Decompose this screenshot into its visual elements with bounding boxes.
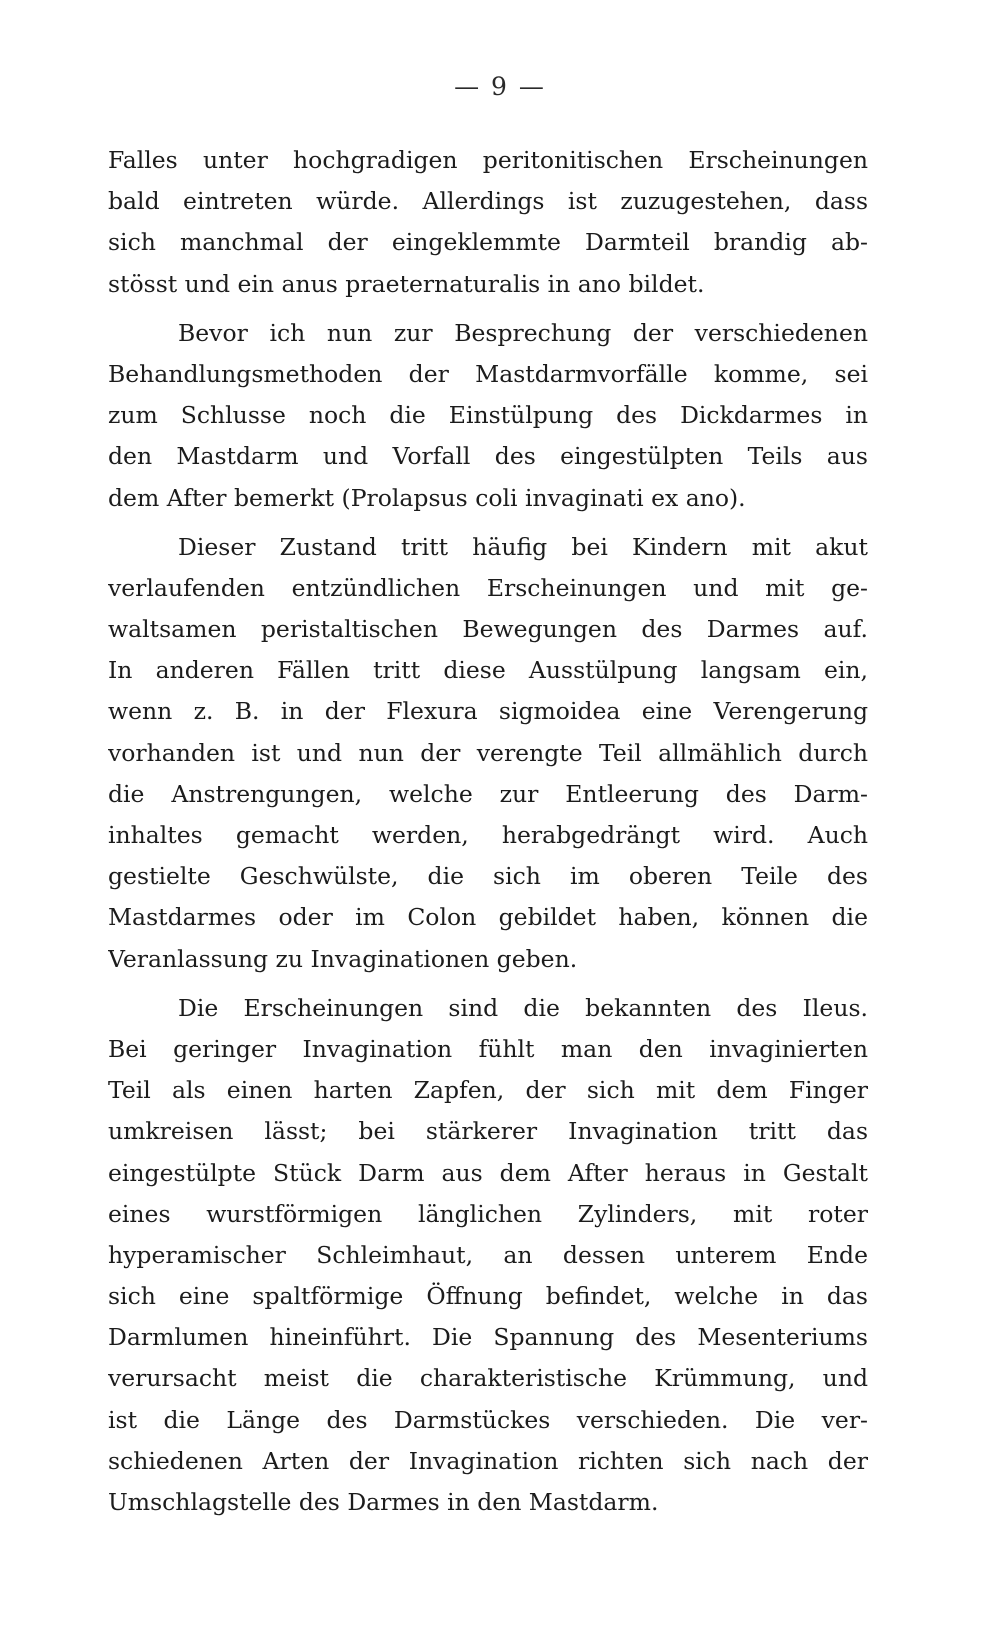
text-line: die Anstrengungen, welche zur Entleerung des Darm- [108, 779, 868, 808]
text-line: den Mastdarm und Vorfall des eingestülpten Teils aus [108, 442, 868, 471]
text-line: sich eine spaltförmige Öffnung befindet, welche in das [108, 1282, 868, 1311]
text-line: In anderen Fällen tritt diese Ausstülpung langsam ein, [108, 656, 868, 685]
page-number: — 9 — [454, 72, 546, 101]
paragraph-2 [108, 313, 868, 519]
text-line: Darmlumen hineinführt. Die Spannung des Mesenteriums [108, 1323, 868, 1352]
text-line: eines wurstförmigen länglichen Zylinders, mit roter [108, 1199, 868, 1228]
text-line: Dieser Zustand tritt häufig bei Kindern mit akut [178, 532, 868, 561]
text-line: inhaltes gemacht werden, herabgedrängt wird. Auch [108, 821, 868, 849]
text-line: Veranlassung zu Invaginationen geben. [108, 944, 578, 973]
text-line: sich manchmal der eingeklemmte Darmteil brandig ab- [108, 228, 868, 257]
text-line: eingestülpte Stück Darm aus dem After heraus in Gestalt [108, 1158, 868, 1187]
body-text [108, 140, 868, 1523]
text-line: verlaufenden entzündlichen Erscheinungen und mit ge- [108, 573, 868, 602]
text-line: Mastdarmes oder im Colon gebildet haben, können die [108, 903, 868, 932]
text-line: dem After bemerkt (Prolapsus coli invaginati ex ano). [108, 483, 746, 512]
text-line: Umschlagstelle des Darmes in den Mastdarm. [108, 1488, 659, 1516]
text-line: Teil als einen harten Zapfen, der sich mit dem Finger [108, 1076, 868, 1105]
paragraph-4 [108, 988, 868, 1523]
text-line: vorhanden ist und nun der verengte Teil allmählich durch [108, 738, 868, 767]
text-line: Bei geringer Invagination fühlt man den invaginierten [108, 1034, 868, 1063]
text-line: ist die Länge des Darmstückes verschieden. Die ver- [108, 1405, 868, 1434]
text-line: Falles unter hochgradigen peritonitischen Erscheinungen [108, 146, 868, 174]
text-line: hyperamischer Schleimhaut, an dessen unterem Ende [108, 1240, 868, 1269]
paragraph-1 [108, 140, 868, 305]
text-line: schiedenen Arten der Invagination richten sich nach der [108, 1446, 868, 1475]
text-line: waltsamen peristaltischen Bewegungen des Darmes auf. [108, 615, 868, 644]
text-line: bald eintreten würde. Allerdings ist zuzugestehen, dass [108, 187, 868, 216]
text-line: Bevor ich nun zur Besprechung der verschiedenen [178, 318, 868, 347]
text-line: zum Schlusse noch die Einstülpung des Dickdarmes in [108, 401, 868, 430]
text-line: gestielte Geschwülste, die sich im oberen Teile des [108, 862, 868, 891]
text-line: umkreisen lässt; bei stärkerer Invagination tritt das [108, 1117, 868, 1146]
paragraph-3 [108, 527, 868, 980]
text-line: wenn z. B. in der Flexura sigmoidea eine Verengerung [108, 697, 868, 726]
text-line: Die Erscheinungen sind die bekannten des Ileus. [178, 993, 868, 1022]
text-line: stösst und ein anus praeternaturalis in ano bildet. [108, 269, 705, 298]
text-line: Behandlungsmethoden der Mastdarmvorfälle komme, sei [108, 359, 868, 388]
text-line: verursacht meist die charakteristische Krümmung, und [108, 1364, 868, 1393]
